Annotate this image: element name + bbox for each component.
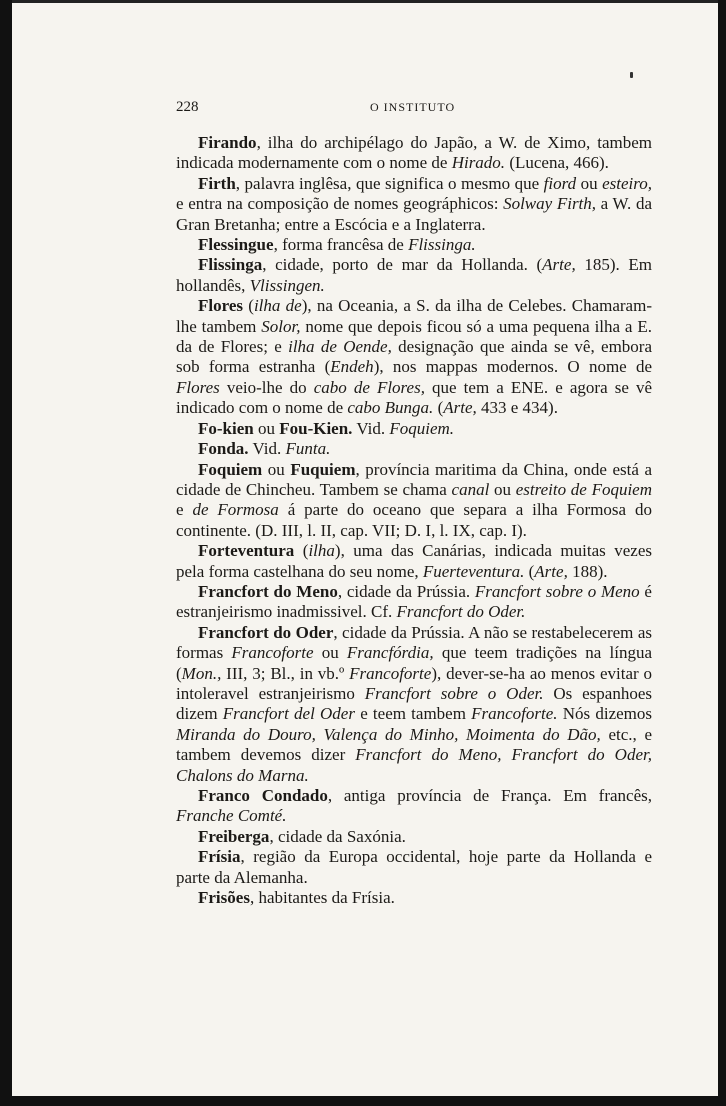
entry-headword: Flissinga (198, 255, 263, 275)
entry-text: , cidade, porto de mar da Hollanda. ( (262, 255, 543, 275)
entry-text: Nós dizemos (557, 704, 652, 724)
scan-border-right (718, 0, 726, 1106)
entry-text: , cidade da Saxónia. (269, 826, 406, 846)
entry-headword: Fou-Kien. (279, 418, 353, 438)
entry-fo-kien (176, 419, 652, 439)
scan-speck (630, 72, 633, 78)
entry-headword: Fonda. (198, 439, 249, 459)
entry-text: ( (294, 541, 309, 561)
entry-text: ou (253, 418, 280, 438)
entry-italic-text: Francoforte (349, 663, 432, 683)
entry-italic-text: Arte, (443, 398, 477, 418)
entry-italic-text: estreito de Foquiem (515, 479, 652, 499)
entry-text: , habitantes da Frísia. (249, 888, 395, 908)
entry-frisoes (176, 888, 652, 908)
entry-text: ), uma das Canárias, indicada muitas vezes pela forma castelhana do seu nome, (176, 541, 652, 581)
entry-italic-text: Francfort del Oder (222, 704, 355, 724)
entry-text: ou (576, 173, 603, 193)
entry-text: , forma francêsa de (273, 235, 409, 255)
scan-border-left (0, 0, 12, 1106)
entry-text: Vid. (352, 418, 390, 438)
entry-italic-text: Solor, (261, 316, 301, 336)
entry-francfort-oder (176, 623, 652, 786)
entry-text: ou (313, 643, 347, 663)
entry-italic-text: Mon., (181, 663, 222, 683)
entry-text: Os espanhoes dizem (176, 683, 652, 724)
entry-firth (176, 174, 652, 235)
entry-text: , cidade da Prússia. A não se restabelecerem as formas (176, 622, 652, 663)
entry-italic-text: ilha de Oende, (288, 337, 392, 357)
entry-italic-text: cabo de Flores, (313, 377, 425, 397)
entry-text: , cidade da Prússia. (337, 581, 475, 601)
entry-text: ), dever-se-ha ao menos evitar o intoleravel estranjeirismo (176, 663, 652, 703)
entry-text: , ilha do archipélago do Japão, a W. de Ximo, tambem indicada modernamente com o nome de (176, 133, 652, 173)
entry-headword: Freiberga (198, 826, 270, 846)
entry-text: e (176, 500, 193, 520)
entry-text: 433 e 434). (476, 398, 558, 418)
entry-foquiem (176, 460, 652, 542)
entry-text: nome que depois ficou só a uma pequena ilha a E. da de Flores; e (176, 316, 652, 357)
entry-italic-text: ilha (308, 541, 335, 561)
entry-text: , antiga província de França. Em francês, (327, 786, 652, 805)
entry-text: ( (433, 398, 444, 418)
entry-italic-text: Arte, (542, 255, 576, 275)
entry-italic-text: Francfort do Meno, Francfort do Oder, Chalons do Marna. (176, 745, 652, 785)
entry-headword: Frisões (198, 888, 250, 908)
scan-border-bottom (0, 1096, 726, 1106)
entry-italic-text: ilha de (253, 296, 302, 316)
entry-italic-text: Hirado. (451, 153, 506, 173)
entry-text: , província maritima da China, onde está a cidade de Chincheu. Tambem se chama (176, 459, 652, 499)
entry-headword: Fuquiem (290, 459, 356, 479)
entry-text: veio-lhe do (219, 377, 314, 397)
entry-italic-text: Arte, (534, 561, 568, 581)
entry-text: ou (262, 459, 291, 479)
entry-text: ou (489, 479, 516, 499)
entry-italic-text: Francoforte (231, 643, 314, 663)
entry-text: a W. da Gran Bretanha; entre a Escócia e a Inglaterra. (176, 194, 652, 234)
entry-text: ( (524, 561, 535, 581)
entry-text: que tem a ENE. e agora se vê indicado com o nome de (176, 377, 652, 418)
entry-headword: Frísia (198, 847, 241, 867)
entry-headword: Flessingue (198, 235, 274, 255)
entry-francfort-meno (176, 582, 652, 623)
dictionary-entries (176, 133, 652, 908)
entry-italic-text: Foquiem. (389, 418, 455, 438)
entry-italic-text: Francfort do Oder. (396, 602, 526, 622)
entry-italic-text: Solway Firth, (503, 194, 597, 214)
entry-headword: Firth (198, 173, 236, 193)
entry-headword: Forteventura (198, 541, 295, 561)
entry-flessingue (176, 235, 652, 255)
entry-headword: Francfort do Meno (198, 581, 338, 601)
entry-text: e entra na composição de nomes geográphicos: (176, 194, 504, 214)
entry-flissinga (176, 255, 652, 296)
entry-italic-text: esteiro, (602, 173, 652, 193)
scan-border-top (0, 0, 726, 3)
entry-text: ( (243, 296, 254, 316)
entry-italic-text: Francoforte. (471, 704, 558, 724)
entry-freiberga (176, 827, 652, 847)
entry-italic-text: Fuerteventura. (422, 561, 525, 581)
entry-italic-text: Vlissingen. (249, 275, 325, 295)
entry-text: III, 3; Bl., in vb.º (221, 663, 350, 683)
entry-text: é estranjeirismo inadmissivel. Cf. (176, 581, 652, 622)
entry-headword: Franco Condado (198, 786, 328, 805)
entry-italic-text: fiord (543, 173, 577, 193)
entry-italic-text: Francfort sobre o Oder. (364, 683, 544, 703)
entry-text: (Lucena, 466). (505, 153, 609, 173)
entry-fonda (176, 439, 652, 459)
entry-text: que teem tradições na língua ( (176, 643, 652, 683)
entry-headword: Fo-kien (198, 418, 254, 438)
page-header (176, 99, 650, 119)
entry-italic-text: Francfort sobre o Meno (474, 581, 640, 601)
entry-headword: Firando (198, 133, 257, 152)
entry-text: Vid. (248, 439, 286, 459)
entry-italic-text: Miranda do Douro, Valença do Minho, Moimenta do Dão, (176, 724, 601, 744)
entry-italic-text: Franche Comté. (176, 806, 287, 826)
entry-text: ), na Oceania, a S. da ilha de Celebes. Chamaram-lhe tambem (176, 296, 652, 336)
entry-headword: Flores (198, 296, 244, 316)
entry-text: , palavra inglêsa, que significa o mesmo que (235, 173, 544, 193)
entry-italic-text: Flissinga. (408, 235, 476, 255)
entry-text: 188). (567, 561, 608, 581)
entry-text: etc., e tambem devemos dizer (176, 724, 652, 765)
entry-flores (176, 296, 652, 418)
entry-forteventura (176, 541, 652, 582)
entry-italic-text: Francfórdia, (346, 643, 434, 663)
entry-text: 185). Em hollandês, (176, 255, 652, 295)
entry-text: designação que ainda se vê, embora sob forma estranha ( (176, 337, 653, 377)
page-number: 228 (176, 99, 199, 115)
entry-text: á parte do oceano que separa a ilha Formosa do continente. (D. III, l. II, cap. VII; D. I, l. IX, cap. I). (176, 500, 652, 540)
entry-italic-text: canal (451, 479, 490, 499)
entry-headword: Foquiem (198, 459, 263, 479)
entry-text: , região da Europa occidental, hoje parte da Hollanda e parte da Alemanha. (176, 847, 652, 887)
entry-text: ), nos mappas modernos. O nome de (373, 357, 652, 377)
entry-italic-text: Flores (176, 377, 220, 397)
entry-italic-text: Endeh (330, 357, 374, 377)
entry-italic-text: de Formosa (192, 500, 279, 520)
entry-frisia (176, 847, 652, 888)
entry-italic-text: Funta. (285, 439, 331, 459)
entry-franco-condado (176, 786, 652, 827)
entry-italic-text: cabo Bunga. (347, 398, 434, 418)
running-title: O INSTITUTO (370, 100, 456, 114)
entry-text: e teem tambem (354, 704, 472, 724)
entry-headword: Francfort do Oder (198, 622, 334, 642)
entry-firando (176, 133, 652, 174)
